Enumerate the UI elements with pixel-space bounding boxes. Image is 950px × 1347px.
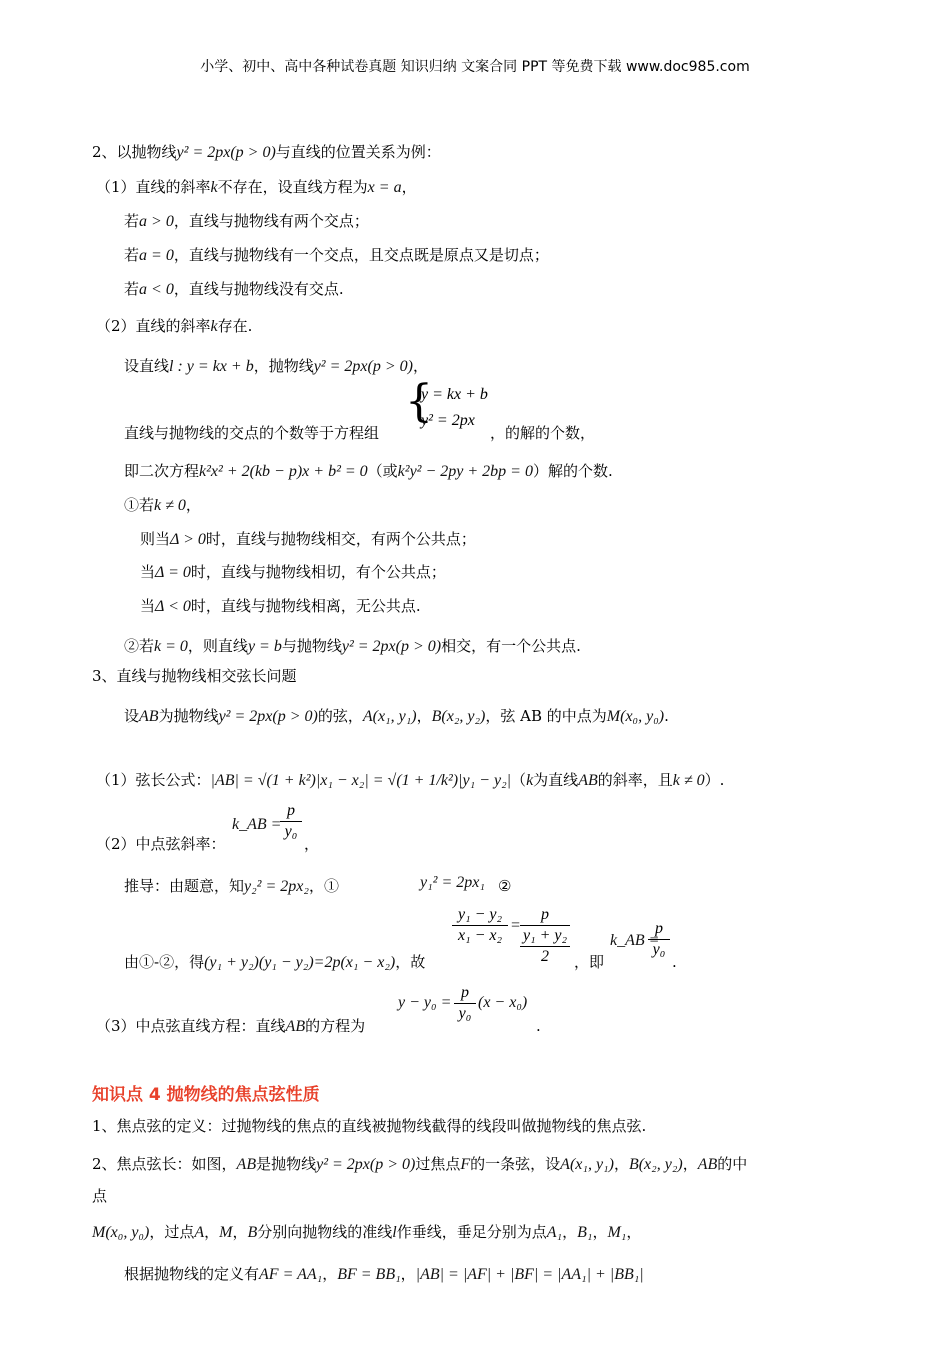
text: ， — [185, 496, 201, 514]
text: 与直线的位置关系为例： — [275, 143, 441, 161]
focal-chord-length-wrap: 点 — [92, 1187, 108, 1205]
derivation-mark-2: ② — [498, 877, 512, 895]
math: |AB| = √(1 + k²)|x₁ − x₂| = √(1 + 1/k²)|y₁ − y₂| — [210, 772, 512, 789]
derivation-fraction-3 — [648, 920, 670, 959]
numerator: p — [287, 802, 295, 819]
math: k ≠ 0 — [154, 497, 186, 514]
chord-length-formula — [96, 770, 724, 791]
math: M(x₀, y₀) — [606, 708, 665, 725]
left-brace: { — [405, 376, 433, 427]
math: k — [210, 179, 218, 196]
math: |AB| = |AF| + |BF| = |AA₁| + |BB₁| — [415, 1266, 644, 1283]
text: 的方程为 — [305, 1017, 366, 1035]
text: ， — [401, 178, 417, 196]
math: AF = AA₁ — [259, 1266, 323, 1283]
math: a = 0 — [139, 247, 174, 264]
text: ， — [232, 1223, 248, 1241]
text: ，则直线 — [187, 637, 248, 655]
text: 时，直线与抛物线相切，有个公共点； — [190, 563, 446, 581]
text: ，① — [308, 877, 339, 895]
math: l : y = kx + b — [169, 358, 254, 375]
math: y² = 2px(p > 0) — [316, 1156, 416, 1173]
text: （1）弦长公式： — [96, 771, 211, 789]
delta-zero — [140, 562, 446, 583]
text: （2）中点弦斜率： — [96, 835, 226, 853]
text: ）. — [704, 771, 725, 789]
text: （1）直线的斜率 — [96, 178, 211, 196]
text: 为直线 — [533, 771, 579, 789]
fraction-bar — [454, 1003, 476, 1004]
text: 则当 — [140, 530, 171, 548]
text: 设 — [124, 707, 140, 725]
math: M₁ — [607, 1224, 627, 1241]
text: ， — [204, 1223, 220, 1241]
math: Δ < 0 — [155, 598, 191, 615]
text: 作垂线，垂足分别为点 — [396, 1223, 547, 1241]
midpoint-slope-fraction — [280, 802, 302, 841]
section-2-title — [92, 142, 441, 163]
math: k ≠ 0 — [672, 772, 705, 789]
fraction-bar — [452, 925, 508, 926]
text: 是抛物线 — [256, 1155, 317, 1173]
math: A(x₁, y₁) — [362, 708, 417, 725]
derivation-then: ，即 — [574, 953, 605, 971]
text: 分别向抛物线的准线 — [257, 1223, 393, 1241]
delta-positive — [140, 529, 476, 550]
text: 根据抛物线的定义有 — [124, 1265, 260, 1283]
page-header: 小学、初中、高中各种试卷真题 知识归纳 文案合同 PPT 等免费下载 www.doc985.com — [200, 59, 750, 75]
math: AB — [285, 1018, 306, 1035]
text: ）解的个数. — [532, 462, 613, 480]
derivation-line-2 — [124, 952, 425, 973]
perpendicular-feet — [92, 1222, 641, 1243]
midpoint-slope-tail: ， — [304, 835, 320, 853]
numerator: p — [655, 920, 663, 937]
math: y₁² = 2px₁ — [420, 874, 485, 891]
denominator: x₁ − x₂ — [457, 927, 503, 944]
derivation-k-lhs: k_AB = — [610, 932, 660, 949]
text: （2）直线的斜率 — [96, 317, 211, 335]
derivation-fraction-1 — [452, 906, 508, 945]
text: ，直线与抛物线有两个交点； — [173, 212, 369, 230]
text: ①若 — [124, 496, 155, 514]
math: AB — [578, 772, 598, 789]
text: . — [664, 707, 669, 725]
text: ，故 — [395, 953, 426, 971]
derivation-end: . — [672, 953, 677, 971]
parabola-definition-relation — [124, 1264, 644, 1285]
text: ， — [412, 357, 428, 375]
case-1c — [124, 279, 344, 300]
text: ，抛物线 — [253, 357, 314, 375]
math: (y₁ + y₂)(y₁ − y₂)=2p(x₁ − x₂) — [204, 954, 396, 971]
math: AB — [697, 1156, 718, 1173]
chord-eq-end: . — [536, 1017, 541, 1035]
case-2-k-nonzero — [124, 495, 201, 516]
math: l — [392, 1224, 397, 1241]
text: 存在. — [217, 317, 253, 335]
math: B(x₂, y₂) — [431, 708, 486, 725]
derivation-fraction-2 — [520, 906, 570, 966]
math: B₁ — [577, 1224, 593, 1241]
derivation-line-1 — [124, 876, 339, 897]
math: A — [194, 1224, 205, 1241]
denominator: 2 — [541, 948, 549, 965]
midpoint-slope-heading — [96, 834, 226, 854]
case-1-heading — [96, 177, 417, 198]
math: B — [247, 1224, 258, 1241]
text: ， — [416, 707, 432, 725]
text: 与抛物线 — [281, 637, 342, 655]
math: A₁ — [546, 1224, 563, 1241]
text: ②若 — [124, 637, 155, 655]
text: 若 — [124, 246, 140, 264]
math: M(x₀, y₀) — [92, 1224, 150, 1241]
text: 2、以抛物线 — [92, 143, 177, 161]
text: 若 — [124, 280, 140, 298]
chord-eq-lhs: y − y₀ = — [398, 994, 452, 1011]
text: 推导：由题意，知 — [124, 877, 245, 895]
case-2-system-tail — [490, 423, 595, 443]
system-eq-2: y² = 2px — [421, 412, 475, 429]
fraction-bar — [280, 821, 302, 822]
quadratic-equation — [124, 461, 613, 482]
chord-setup — [124, 706, 669, 727]
math: k = 0 — [154, 638, 188, 655]
math: y² = 2px(p > 0) — [313, 358, 413, 375]
text: 直线与抛物线的交点的个数等于方程组 — [124, 424, 380, 442]
text: ，直线与抛物线有一个交点，且交点既是原点又是切点； — [173, 246, 549, 264]
text: ， — [682, 1155, 698, 1173]
derivation-eq-2 — [420, 872, 485, 893]
text: 由①-②，得 — [124, 953, 205, 971]
case-1a — [124, 211, 369, 232]
text: （ — [511, 771, 527, 789]
numerator: p — [541, 906, 549, 923]
text: 相交，有一个公共点. — [441, 637, 581, 655]
focal-chord-definition — [92, 1116, 646, 1136]
fraction-bar — [648, 939, 670, 940]
text: 当 — [140, 597, 156, 615]
text: ， — [400, 1265, 416, 1283]
math: y² = 2px(p > 0) — [176, 144, 276, 161]
text: 时，直线与抛物线相交，有两个公共点； — [205, 530, 476, 548]
text: ， — [626, 1223, 642, 1241]
text: 设直线 — [124, 357, 170, 375]
case-1b — [124, 245, 549, 266]
math: a < 0 — [139, 281, 174, 298]
text: 即二次方程 — [124, 462, 200, 480]
midpoint-chord-equation — [96, 1016, 365, 1037]
section-3-title — [92, 666, 297, 686]
math: a > 0 — [139, 213, 174, 230]
text: 时，直线与抛物线相离，无公共点. — [190, 597, 421, 615]
fraction-bar — [520, 946, 570, 947]
chord-eq-rhs: (x − x₀) — [478, 994, 528, 1011]
math: AB — [236, 1156, 257, 1173]
text: 1、焦点弦的定义：过抛物线的焦点的直线被抛物线截得的线段叫做抛物线的焦点弦. — [92, 1117, 647, 1135]
math: y₂² = 2px₂ — [244, 878, 309, 895]
math: k — [526, 772, 534, 789]
text: ， — [592, 1223, 608, 1241]
text: 的弦， — [317, 707, 363, 725]
math: AB — [139, 708, 159, 725]
math: B(x₂, y₂) — [628, 1156, 683, 1173]
text: （或 — [367, 462, 398, 480]
text: 不存在，设直线方程为 — [217, 178, 368, 196]
math: y² = 2px(p > 0) — [218, 708, 318, 725]
text: 过焦点 — [415, 1155, 461, 1173]
denominator: y₀ — [458, 1005, 472, 1022]
denominator: y₀ — [652, 941, 666, 958]
midpoint-slope-lhs: k_AB = — [232, 816, 282, 833]
fraction-bar — [520, 925, 570, 926]
focal-chord-length — [92, 1154, 747, 1175]
text: ，弦 AB 的中点为 — [485, 707, 607, 725]
math: Δ = 0 — [155, 564, 191, 581]
math: k — [210, 318, 218, 335]
math: x = a — [367, 179, 402, 196]
case-2-setup — [124, 356, 428, 377]
math: y = b — [247, 638, 282, 655]
case-2-k-zero — [124, 636, 581, 657]
text: ，的解的个数， — [490, 424, 596, 442]
denominator: y₁ + y₂ — [522, 927, 568, 944]
delta-negative — [140, 596, 421, 617]
text: 3、直线与抛物线相交弦长问题 — [92, 667, 297, 685]
text: 当 — [140, 563, 156, 581]
text: ，直线与抛物线没有交点. — [173, 280, 344, 298]
text: 的斜率，且 — [597, 771, 673, 789]
text: ， — [322, 1265, 338, 1283]
math: k²x² + 2(kb − p)x + b² = 0 — [199, 463, 368, 480]
numerator: y₁ − y₂ — [457, 906, 503, 923]
text: 为抛物线 — [158, 707, 219, 725]
system-eq-1: y = kx + b — [421, 386, 488, 403]
math: y² = 2px(p > 0) — [341, 638, 442, 655]
math: Δ > 0 — [170, 531, 206, 548]
text: ， — [562, 1223, 578, 1241]
text: （3）中点弦直线方程：直线 — [96, 1017, 286, 1035]
knowledge-point-4-title: 知识点 4 抛物线的焦点弦性质 — [92, 1085, 320, 1105]
math: BF = BB₁ — [337, 1266, 401, 1283]
case-2-heading — [96, 316, 252, 337]
math: A(x₁, y₁) — [560, 1156, 614, 1173]
math: F — [460, 1156, 471, 1173]
text: ， — [613, 1155, 629, 1173]
numerator: p — [461, 984, 469, 1001]
denominator: y₀ — [284, 823, 298, 840]
math: k²y² − 2py + 2bp = 0 — [397, 463, 533, 480]
text: ，过点 — [149, 1223, 195, 1241]
math: M — [219, 1224, 233, 1241]
text: 的一条弦，设 — [470, 1155, 561, 1173]
case-2-system-text — [124, 423, 379, 443]
text: 2、焦点弦长：如图， — [92, 1155, 237, 1173]
chord-eq-fraction — [454, 984, 476, 1023]
equals-sign: = — [510, 917, 521, 934]
text: 的中 — [717, 1155, 748, 1173]
text: 若 — [124, 212, 140, 230]
